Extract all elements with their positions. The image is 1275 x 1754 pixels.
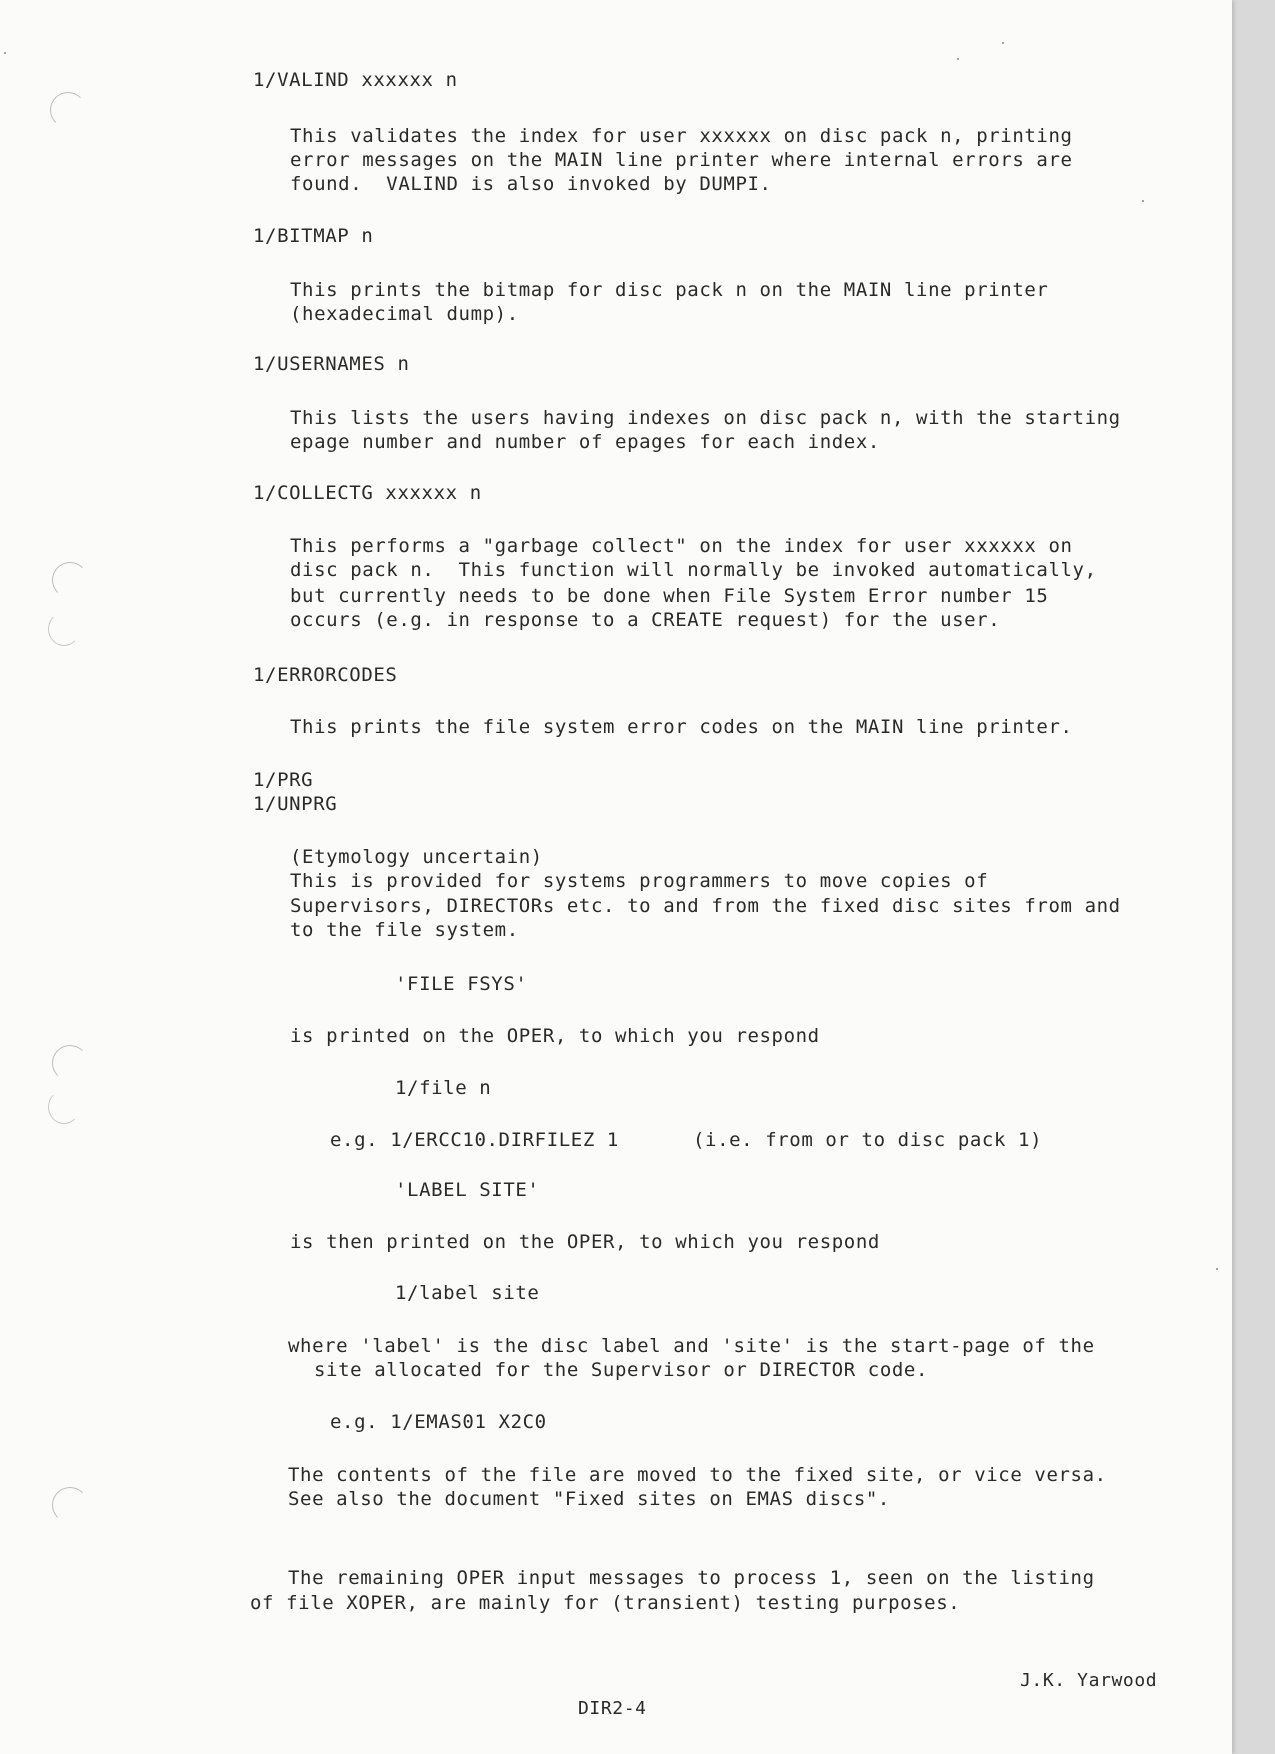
- body-line: is then printed on the OPER, to which you respond: [290, 1231, 880, 1253]
- closing-line: The remaining OPER input messages to process 1, seen on the listing: [288, 1567, 1095, 1589]
- command-heading: 1/USERNAMES n: [253, 353, 410, 375]
- paper-speck: [4, 52, 6, 54]
- body-line: (hexadecimal dump).: [290, 303, 519, 325]
- paper-speck: [957, 58, 959, 60]
- body-line: (Etymology uncertain): [290, 846, 543, 868]
- closing-line: of file XOPER, are mainly for (transient) testing purposes.: [250, 1592, 961, 1614]
- paper-speck: [1216, 1268, 1218, 1270]
- body-line: This validates the index for user xxxxxx on disc pack n, printing: [290, 125, 1073, 147]
- body-line: site allocated for the Supervisor or DIRECTOR code.: [314, 1359, 928, 1381]
- example-line: e.g. 1/EMAS01 X2C0: [330, 1411, 547, 1433]
- example-line: e.g. 1/ERCC10.DIRFILEZ 1: [330, 1129, 619, 1151]
- body-line: epage number and number of epages for each index.: [290, 431, 880, 453]
- punch-hole-mark: [50, 92, 86, 128]
- punch-hole-mark: [52, 1045, 88, 1081]
- body-line: to the file system.: [290, 919, 519, 941]
- page-number: DIR2-4: [578, 1698, 647, 1719]
- body-line: The contents of the file are moved to the fixed site, or vice versa.: [288, 1464, 1107, 1486]
- body-line: found. VALIND is also invoked by DUMPI.: [290, 173, 772, 195]
- command-heading: 1/COLLECTG xxxxxx n: [253, 482, 482, 504]
- body-line: error messages on the MAIN line printer where internal errors are: [290, 149, 1073, 171]
- body-line: Supervisors, DIRECTORs etc. to and from the fixed disc sites from and: [290, 895, 1121, 917]
- command-heading: 1/UNPRG: [253, 793, 338, 815]
- punch-hole-mark: [48, 612, 80, 646]
- oper-response: 1/label site: [395, 1282, 540, 1304]
- command-heading: 1/VALIND xxxxxx n: [253, 69, 458, 91]
- body-line: See also the document "Fixed sites on EMAS discs".: [288, 1488, 890, 1510]
- body-line: This is provided for systems programmers to move copies of: [290, 870, 989, 892]
- body-line: but currently needs to be done when File System Error number 15: [290, 585, 1049, 607]
- body-line: is printed on the OPER, to which you respond: [290, 1025, 820, 1047]
- body-line: where 'label' is the disc label and 'site' is the start-page of the: [288, 1335, 1095, 1357]
- paper-speck: [1142, 200, 1144, 202]
- punch-hole-mark: [52, 1487, 88, 1523]
- command-heading: 1/PRG: [253, 769, 314, 791]
- oper-response: 1/file n: [395, 1077, 492, 1099]
- paper-speck: [1002, 42, 1004, 44]
- body-line: This lists the users having indexes on disc pack n, with the starting: [290, 407, 1121, 429]
- punch-hole-mark: [52, 562, 88, 598]
- body-line: This prints the bitmap for disc pack n on the MAIN line printer: [290, 279, 1049, 301]
- author-signature: J.K. Yarwood: [1020, 1670, 1158, 1691]
- command-heading: 1/ERRORCODES: [253, 664, 398, 686]
- body-line: This prints the file system error codes on the MAIN line printer.: [290, 716, 1073, 738]
- body-line: This performs a "garbage collect" on the index for user xxxxxx on: [290, 535, 1073, 557]
- body-line: occurs (e.g. in response to a CREATE request) for the user.: [290, 609, 1001, 631]
- oper-prompt: 'LABEL SITE': [395, 1179, 540, 1201]
- oper-prompt: 'FILE FSYS': [395, 973, 528, 995]
- example-note: (i.e. from or to disc pack 1): [693, 1129, 1043, 1151]
- command-heading: 1/BITMAP n: [253, 225, 374, 247]
- punch-hole-mark: [48, 1090, 80, 1124]
- body-line: disc pack n. This function will normally be invoked automatically,: [290, 559, 1097, 581]
